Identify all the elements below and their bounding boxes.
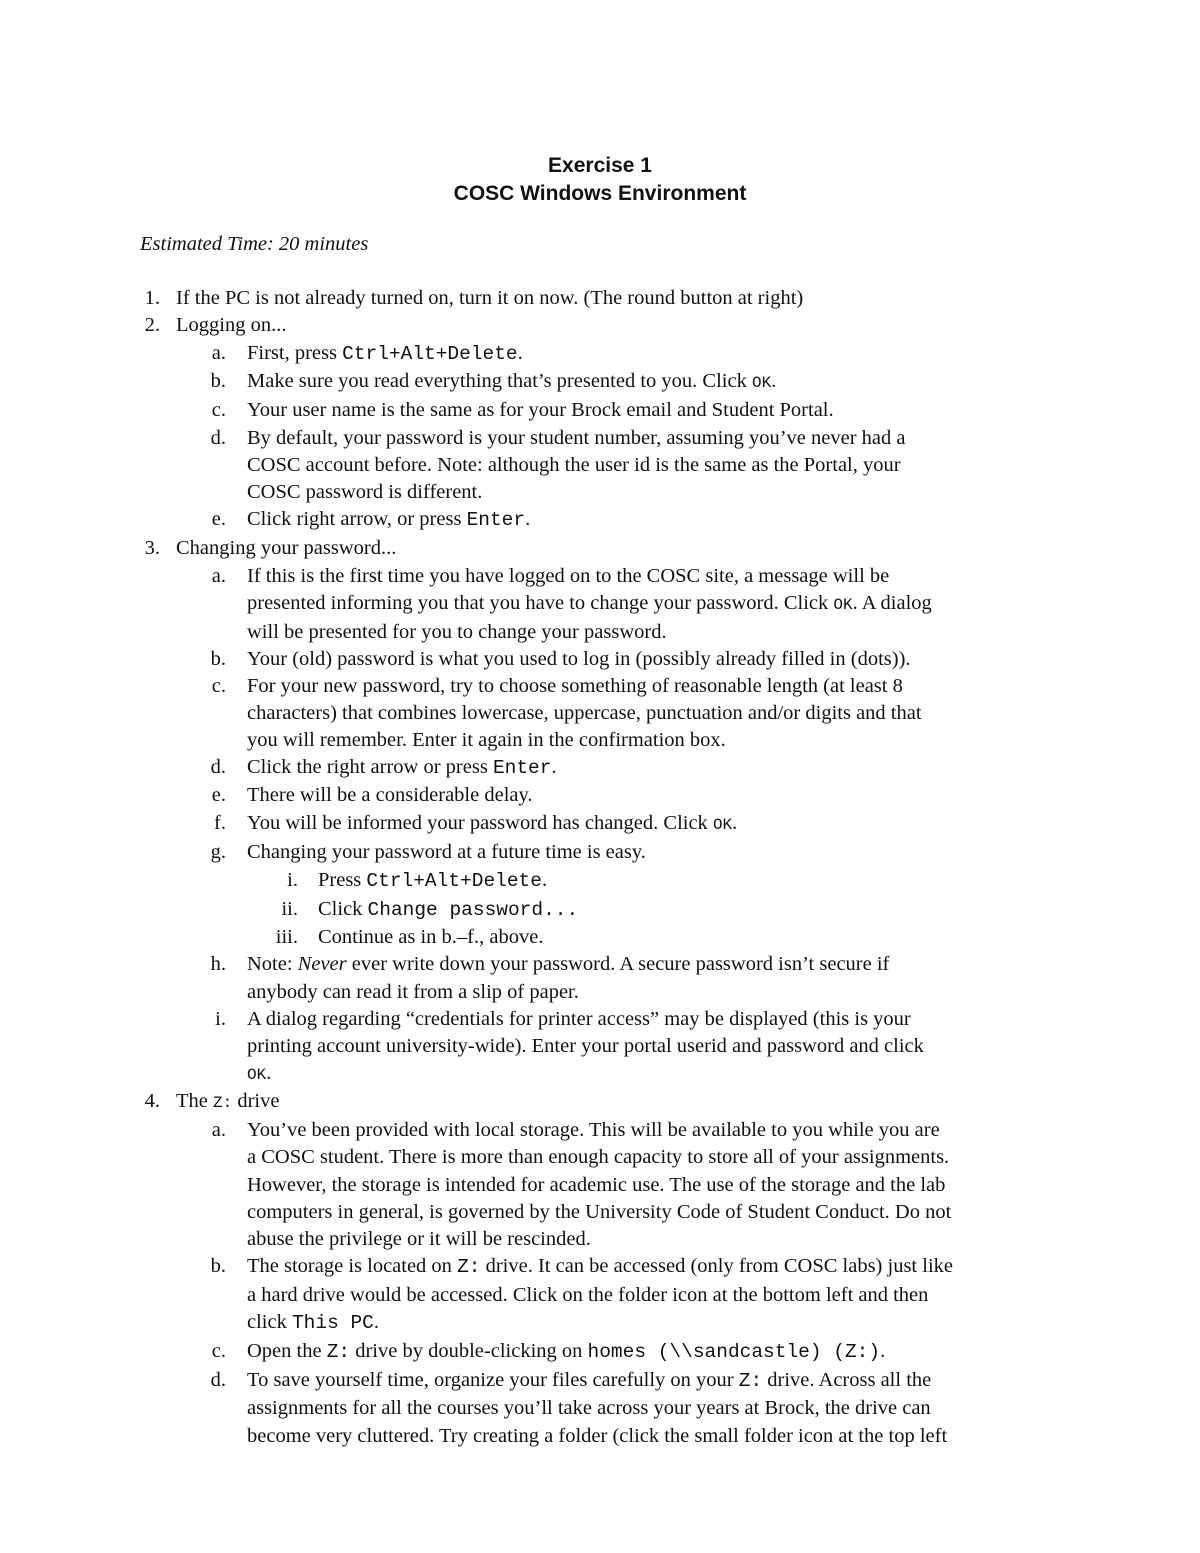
list-letter: b.: [210, 648, 226, 670]
step-text: Click the right arrow or press: [247, 756, 493, 778]
step-text: .: [541, 869, 548, 891]
list-letter: e.: [211, 508, 226, 530]
step-text: .: [525, 508, 531, 530]
list-letter: a.: [211, 342, 226, 364]
code-text: Change password...: [367, 899, 579, 921]
step-text: You’ve been provided with local storage. This will be available to you while you are: [247, 1119, 940, 1141]
step-text: If this is the first time you have logged on to the COSC site, a message will be: [247, 565, 890, 587]
step-text: ever write down your password. A secure password isn’t secure if: [346, 953, 890, 975]
step-text: Click right arrow, or press: [247, 508, 467, 530]
step-text: Your user name is the same as for your Brock email and Student Portal.: [247, 399, 834, 421]
step-text: COSC password is different.: [247, 481, 483, 503]
step-text: abuse the privilege or it will be rescinded.: [247, 1228, 591, 1250]
step-text: drive: [232, 1090, 280, 1112]
step-text: By default, your password is your student number, assuming you’ve never had a: [247, 427, 906, 449]
code-text: Z:: [213, 1094, 233, 1112]
list-letter: e.: [211, 784, 226, 806]
step-text: Continue as in b.–f., above.: [318, 926, 544, 948]
step-text: .: [517, 342, 523, 364]
step-text: Click: [318, 898, 368, 920]
step-text: will be presented for you to change your password.: [247, 621, 667, 643]
step-text: .: [373, 1311, 380, 1333]
code-text: Ctrl+Alt+Delete: [342, 343, 518, 365]
step-text: Your (old) password is what you used to log in (possibly already filled in (dots)).: [247, 648, 911, 670]
step-text: anybody can read it from a slip of paper.: [247, 981, 579, 1003]
list-letter: d.: [210, 1369, 226, 1391]
step-text: To save yourself time, organize your files carefully on your: [247, 1369, 739, 1391]
list-letter: c.: [211, 399, 226, 421]
code-text: Enter: [466, 509, 526, 531]
list-letter: b.: [210, 370, 226, 392]
code-text: Z:: [457, 1256, 481, 1278]
step-text: For your new password, try to choose something of reasonable length (at least 8: [247, 675, 903, 697]
step-text: become very cluttered. Try creating a folder (click the small folder icon at the top left: [247, 1425, 948, 1447]
list-letter: a.: [211, 1119, 226, 1141]
step-text: There will be a considerable delay.: [247, 784, 533, 806]
code-text: OK: [247, 1066, 267, 1084]
step-text: .: [266, 1062, 272, 1084]
list-letter: a.: [211, 565, 226, 587]
step-text: .: [880, 1340, 886, 1362]
list-number: 2.: [144, 314, 160, 336]
step-text: drive. Across all the: [762, 1369, 932, 1391]
document-subtitle: COSC Windows Environment: [453, 182, 747, 205]
list-letter: g.: [210, 841, 226, 863]
step-text: printing account university-wide). Enter your portal userid and password and click: [247, 1035, 924, 1057]
code-text: This PC: [291, 1312, 374, 1334]
emphasis-text: Never: [297, 953, 347, 975]
list-letter: i.: [215, 1008, 226, 1030]
list-number: 1.: [144, 287, 160, 309]
step-text: .: [551, 756, 557, 778]
step-text: assignments for all the courses you’ll take across your years at Brock, the drive can: [247, 1397, 931, 1419]
step-text: a COSC student. There is more than enough capacity to store all of your assignments.: [247, 1146, 950, 1168]
code-text: Z:: [738, 1370, 763, 1392]
step-text: You will be informed your password has changed. Click: [247, 812, 713, 834]
list-letter: c.: [211, 675, 226, 697]
code-text: Enter: [492, 757, 552, 779]
document-title: Exercise 1: [548, 154, 652, 177]
code-text: homes (\\sandcastle) (Z:): [587, 1341, 881, 1363]
step-text: you will remember. Enter it again in the confirmation box.: [247, 729, 726, 751]
list-letter: d.: [210, 427, 226, 449]
list-letter: h.: [210, 953, 226, 975]
list-letter: d.: [210, 756, 226, 778]
step-text: The storage is located on: [247, 1255, 458, 1277]
code-text: Ctrl+Alt+Delete: [366, 870, 542, 892]
list-number: 4.: [144, 1090, 160, 1112]
code-text: OK: [712, 816, 733, 834]
step-text: However, the storage is intended for academic use. The use of the storage and the lab: [247, 1174, 946, 1196]
list-roman: i.: [287, 869, 298, 891]
estimated-time: Estimated Time: 20 minutes: [140, 233, 369, 255]
step-text: The: [176, 1090, 213, 1112]
step-text: characters) that combines lowercase, uppercase, punctuation and/or digits and that: [247, 702, 922, 724]
step-text: click: [247, 1311, 292, 1333]
step-text: First, press: [247, 342, 343, 364]
step-text: .: [771, 370, 777, 392]
list-roman: iii.: [275, 926, 298, 948]
list-number: 3.: [144, 537, 160, 559]
step-text: drive. It can be accessed (only from COSC labs) just like: [480, 1255, 953, 1277]
step-text: presented informing you that you have to change your password. Click: [247, 592, 834, 614]
step-text: If the PC is not already turned on, turn it on now. (The round button at right): [176, 287, 804, 309]
list-roman: ii.: [281, 898, 298, 920]
step-text: drive by double-clicking on: [350, 1340, 588, 1362]
step-text: computers in general, is governed by the University Code of Student Conduct. Do not: [247, 1201, 952, 1223]
step-text: Changing your password at a future time is easy.: [247, 841, 646, 863]
step-text: .: [732, 812, 738, 834]
list-letter: f.: [214, 812, 226, 834]
step-text: Press: [318, 869, 367, 891]
step-text: Open the: [247, 1340, 327, 1362]
step-text: Note:: [247, 953, 298, 975]
step-text: a hard drive would be accessed. Click on the folder icon at the bottom left and then: [247, 1284, 929, 1306]
step-text: Make sure you read everything that’s presented to you. Click: [247, 370, 752, 392]
step-text: COSC account before. Note: although the user id is the same as the Portal, your: [247, 454, 901, 476]
list-letter: b.: [210, 1255, 226, 1277]
step-text: Changing your password...: [176, 537, 397, 559]
step-text: . A dialog: [852, 592, 932, 614]
code-text: OK: [833, 596, 853, 614]
list-letter: c.: [211, 1340, 226, 1362]
step-text: Logging on...: [176, 314, 287, 336]
code-text: OK: [751, 374, 772, 392]
step-text: A dialog regarding “credentials for printer access” may be displayed (this is your: [247, 1008, 911, 1030]
code-text: Z:: [326, 1341, 351, 1363]
